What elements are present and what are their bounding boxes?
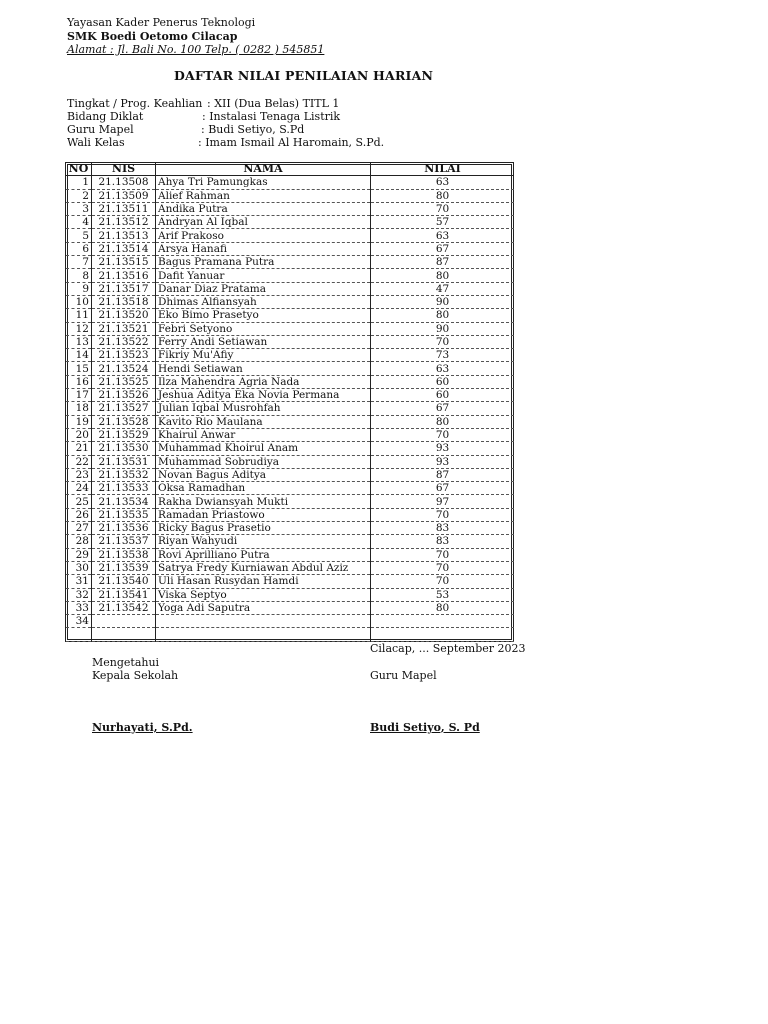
cell-no: 34	[66, 615, 92, 628]
cell-no: 14	[66, 349, 92, 362]
cell-nilai: 83	[371, 522, 515, 535]
cell-nilai: 93	[371, 455, 515, 468]
cell-nama: Oksa Ramadhan	[156, 482, 371, 495]
table-row	[66, 535, 514, 548]
cell-no: 20	[66, 428, 92, 441]
table-row	[66, 482, 514, 495]
cell-nis: 21.13509	[92, 189, 156, 202]
cell-no: 17	[66, 389, 92, 402]
table-row	[66, 428, 514, 441]
cell-no: 22	[66, 455, 92, 468]
cell-nama: Ilza Mahendra Agria Nada	[156, 375, 371, 388]
cell-nama: Dafit Yanuar	[156, 269, 371, 282]
school-address: Alamat : Jl. Bali No. 100 Telp. ( 0282 ) 545851	[67, 43, 325, 56]
cell-no: 13	[66, 335, 92, 348]
cell-nis: 21.13515	[92, 256, 156, 269]
cell-nilai: 60	[371, 375, 515, 388]
cell-nis: 21.13540	[92, 575, 156, 588]
cell-nilai: 57	[371, 216, 515, 229]
cell-nis: 21.13523	[92, 349, 156, 362]
cell-nis: 21.13525	[92, 375, 156, 388]
table-row	[66, 375, 514, 388]
cell-nama: Danar Diaz Pratama	[156, 282, 371, 295]
cell-nilai: 70	[371, 508, 515, 521]
header-nama: NAMA	[156, 163, 371, 176]
table-row	[66, 322, 514, 335]
signature-acknowledged: Mengetahui	[92, 656, 160, 669]
info-value-subject: : Instalasi Tenaga Listrik	[202, 110, 341, 123]
cell-nis: 21.13530	[92, 442, 156, 455]
signature-principal-title: Kepala Sekolah	[92, 669, 179, 682]
cell-nis: 21.13513	[92, 229, 156, 242]
cell-nama: Febri Setyono	[156, 322, 371, 335]
table-row	[66, 495, 514, 508]
foundation-name: Yayasan Kader Penerus Teknologi	[67, 16, 256, 29]
cell-nama	[156, 628, 371, 641]
cell-nilai: 67	[371, 482, 515, 495]
header-no: NO	[66, 163, 92, 176]
cell-nama: Arif Prakoso	[156, 229, 371, 242]
cell-nama: Hendi Setiawan	[156, 362, 371, 375]
table-row	[66, 389, 514, 402]
cell-nilai: 70	[371, 548, 515, 561]
cell-no: 32	[66, 588, 92, 601]
cell-nilai: 97	[371, 495, 515, 508]
cell-nilai: 93	[371, 442, 515, 455]
cell-nilai: 90	[371, 295, 515, 308]
cell-nilai: 80	[371, 269, 515, 282]
cell-no: 25	[66, 495, 92, 508]
page-title: DAFTAR NILAI PENILAIAN HARIAN	[174, 68, 434, 83]
cell-nilai: 70	[371, 428, 515, 441]
cell-nis: 21.13531	[92, 455, 156, 468]
cell-nis: 21.13527	[92, 402, 156, 415]
grades-table	[66, 163, 514, 642]
cell-nis: 21.13536	[92, 522, 156, 535]
cell-nilai: 80	[371, 189, 515, 202]
cell-nama: Satrya Fredy Kurniawan Abdul Aziz	[156, 561, 371, 574]
cell-nilai: 70	[371, 575, 515, 588]
cell-no: 33	[66, 601, 92, 614]
table-row	[66, 295, 514, 308]
cell-no: 12	[66, 322, 92, 335]
cell-nilai: 63	[371, 229, 515, 242]
table-row	[66, 282, 514, 295]
cell-nama: Novan Bagus Aditya	[156, 468, 371, 481]
cell-no: 9	[66, 282, 92, 295]
cell-nama: Ahya Tri Pamungkas	[156, 176, 371, 189]
cell-nama: Rakha Dwiansyah Mukti	[156, 495, 371, 508]
table-row	[66, 522, 514, 535]
cell-no: 26	[66, 508, 92, 521]
cell-nis: 21.13520	[92, 309, 156, 322]
cell-nama: Rovi Aprilliano Putra	[156, 548, 371, 561]
cell-nilai	[371, 628, 515, 641]
cell-no: 6	[66, 242, 92, 255]
cell-nis: 21.13533	[92, 482, 156, 495]
cell-nis: 21.13542	[92, 601, 156, 614]
table-row	[66, 242, 514, 255]
cell-no: 5	[66, 229, 92, 242]
cell-nis	[92, 628, 156, 641]
cell-no: 15	[66, 362, 92, 375]
cell-no: 1	[66, 176, 92, 189]
cell-nama: Muhammad Sobrudiya	[156, 455, 371, 468]
cell-nama	[156, 615, 371, 628]
table-row	[66, 615, 514, 628]
cell-no: 18	[66, 402, 92, 415]
cell-nis: 21.13532	[92, 468, 156, 481]
cell-nama: Arsya Hanafi	[156, 242, 371, 255]
table-row	[66, 628, 514, 641]
info-label-teacher: Guru Mapel	[67, 123, 134, 136]
cell-nis: 21.13522	[92, 335, 156, 348]
header-nis: NIS	[92, 163, 156, 176]
table-header-row	[66, 163, 514, 176]
table-row	[66, 229, 514, 242]
cell-nama: Jeshua Aditya Eka Novia Permana	[156, 389, 371, 402]
cell-nilai: 80	[371, 309, 515, 322]
school-name: SMK Boedi Oetomo Cilacap	[67, 30, 238, 43]
cell-nilai: 83	[371, 535, 515, 548]
info-value-teacher: : Budi Setiyo, S.Pd	[201, 123, 305, 136]
cell-nilai: 63	[371, 362, 515, 375]
table-row	[66, 415, 514, 428]
cell-no: 3	[66, 202, 92, 215]
cell-nilai: 60	[371, 389, 515, 402]
cell-nama: Fikriy Mu'Afiy	[156, 349, 371, 362]
table-row	[66, 176, 514, 189]
cell-nis: 21.13539	[92, 561, 156, 574]
table-row	[66, 362, 514, 375]
table-row	[66, 575, 514, 588]
cell-nama: Ricky Bagus Prasetio	[156, 522, 371, 535]
cell-no: 21	[66, 442, 92, 455]
signature-principal-name: Nurhayati, S.Pd.	[92, 721, 193, 734]
cell-nama: Julian Iqbal Musrohfah	[156, 402, 371, 415]
cell-nama: Riyan Wahyudi	[156, 535, 371, 548]
cell-nis	[92, 615, 156, 628]
table-row	[66, 216, 514, 229]
cell-nilai: 70	[371, 335, 515, 348]
cell-nilai: 67	[371, 242, 515, 255]
cell-nis: 21.13524	[92, 362, 156, 375]
cell-nis: 21.13517	[92, 282, 156, 295]
cell-no: 27	[66, 522, 92, 535]
cell-nama: Ramadan Priastowo	[156, 508, 371, 521]
cell-nilai: 87	[371, 256, 515, 269]
cell-nilai: 70	[371, 202, 515, 215]
signature-teacher-name: Budi Setiyo, S. Pd	[370, 721, 480, 734]
cell-nilai: 87	[371, 468, 515, 481]
table-row	[66, 189, 514, 202]
cell-nama: Andryan Al Iqbal	[156, 216, 371, 229]
cell-no: 4	[66, 216, 92, 229]
cell-nama: Alief Rahman	[156, 189, 371, 202]
cell-nama: Viska Septyo	[156, 588, 371, 601]
cell-nama: Andika Putra	[156, 202, 371, 215]
cell-nis: 21.13534	[92, 495, 156, 508]
cell-nis: 21.13541	[92, 588, 156, 601]
cell-no: 19	[66, 415, 92, 428]
table-row	[66, 349, 514, 362]
cell-nama: Muhammad Khoirul Anam	[156, 442, 371, 455]
cell-no: 16	[66, 375, 92, 388]
info-label-subject: Bidang Diklat	[67, 110, 144, 123]
table-row	[66, 442, 514, 455]
cell-no: 11	[66, 309, 92, 322]
info-label-level: Tingkat / Prog. Keahlian	[67, 97, 203, 110]
table-row	[66, 269, 514, 282]
cell-nama: Ferry Andi Setiawan	[156, 335, 371, 348]
cell-nilai	[371, 615, 515, 628]
cell-no: 2	[66, 189, 92, 202]
cell-nama: Kavito Rio Maulana	[156, 415, 371, 428]
cell-nama: Bagus Pramana Putra	[156, 256, 371, 269]
cell-nilai: 70	[371, 561, 515, 574]
table-row	[66, 508, 514, 521]
cell-nilai: 80	[371, 601, 515, 614]
cell-nama: Uli Hasan Rusydan Hamdi	[156, 575, 371, 588]
cell-no: 28	[66, 535, 92, 548]
table-row	[66, 202, 514, 215]
cell-no: 29	[66, 548, 92, 561]
table-row	[66, 561, 514, 574]
table-row	[66, 402, 514, 415]
cell-nama: Yoga Adi Saputra	[156, 601, 371, 614]
cell-nama: Eko Bimo Prasetyo	[156, 309, 371, 322]
cell-nis: 21.13518	[92, 295, 156, 308]
cell-nis: 21.13508	[92, 176, 156, 189]
cell-nilai: 90	[371, 322, 515, 335]
cell-no: 23	[66, 468, 92, 481]
table-row	[66, 455, 514, 468]
cell-nis: 21.13521	[92, 322, 156, 335]
table-row	[66, 309, 514, 322]
table-row	[66, 256, 514, 269]
cell-nilai: 67	[371, 402, 515, 415]
cell-no: 8	[66, 269, 92, 282]
signature-teacher-title: Guru Mapel	[370, 669, 437, 682]
cell-nis: 21.13511	[92, 202, 156, 215]
cell-no: 31	[66, 575, 92, 588]
cell-nilai: 47	[371, 282, 515, 295]
table-row	[66, 335, 514, 348]
info-label-homeroom: Wali Kelas	[67, 136, 125, 149]
cell-nis: 21.13529	[92, 428, 156, 441]
cell-nis: 21.13528	[92, 415, 156, 428]
cell-nis: 21.13514	[92, 242, 156, 255]
cell-nilai: 80	[371, 415, 515, 428]
cell-nama: Dhimas Alfiansyah	[156, 295, 371, 308]
header-nilai: NILAI	[371, 163, 515, 176]
table-row	[66, 468, 514, 481]
cell-no	[66, 628, 92, 641]
cell-no: 10	[66, 295, 92, 308]
cell-no: 24	[66, 482, 92, 495]
table-row	[66, 601, 514, 614]
cell-nis: 21.13537	[92, 535, 156, 548]
cell-nis: 21.13538	[92, 548, 156, 561]
info-value-level: : XII (Dua Belas) TITL 1	[207, 97, 340, 110]
cell-nilai: 53	[371, 588, 515, 601]
cell-no: 7	[66, 256, 92, 269]
cell-nis: 21.13526	[92, 389, 156, 402]
signature-place-date: Cilacap, ... September 2023	[370, 642, 526, 655]
table-row	[66, 588, 514, 601]
info-value-homeroom: : Imam Ismail Al Haromain, S.Pd.	[198, 136, 385, 149]
cell-nilai: 63	[371, 176, 515, 189]
cell-nama: Khairul Anwar	[156, 428, 371, 441]
cell-nis: 21.13516	[92, 269, 156, 282]
cell-nis: 21.13535	[92, 508, 156, 521]
cell-nilai: 73	[371, 349, 515, 362]
cell-no: 30	[66, 561, 92, 574]
table-row	[66, 548, 514, 561]
cell-nis: 21.13512	[92, 216, 156, 229]
